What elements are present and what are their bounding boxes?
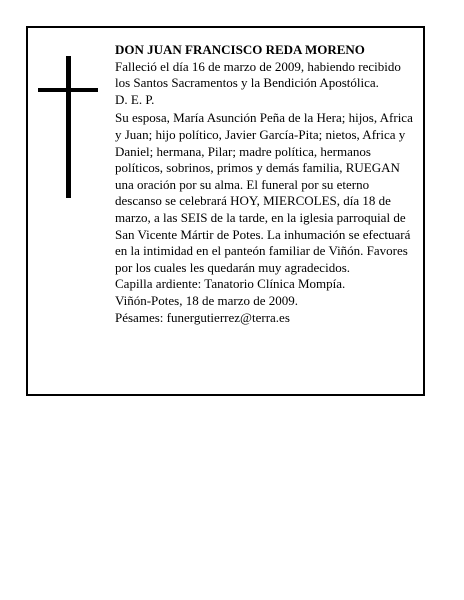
cross-vertical-bar [66,56,71,198]
family-paragraph: Su esposa, María Asunción Peña de la Hera; hijos, Africa y Juan; hijo político, Javier García-Pita; nietos, Africa y Daniel; hermana, Pilar; madre política, hermanos políticos, sobrinos, primos y demás familia, RUEGAN una oración por su alma. El funeral por su eterno descanso se celebrará HOY, MIERCOLES, día 18 de marzo, a las SEIS de la tarde, en la iglesia parroquial de San Vicente Mártir de Potes. La inhumación se efectuará en la intimidad en el panteón familiar de Viñón. Favores por los cuales les quedarán muy agradecidos. [115,110,413,275]
condolences-line: Pésames: funergutierrez@terra.es [115,309,290,325]
place-date-line: Viñón-Potes, 18 de marzo de 2009. [115,292,298,308]
cross-horizontal-bar [38,88,98,92]
notice-text [115,42,419,326]
chapel-line: Capilla ardiente: Tanatorio Clínica Mompía. [115,276,346,292]
cross-icon [38,56,98,198]
rest-in-peace: D. E. P. [115,91,155,107]
death-announcement: Falleció el día 16 de marzo de 2009, habiendo recibido los Santos Sacramentos y la Bendición Apostólica. [115,58,401,91]
obituary-notice [26,26,425,396]
deceased-name: DON JUAN FRANCISCO REDA MORENO [115,42,365,57]
